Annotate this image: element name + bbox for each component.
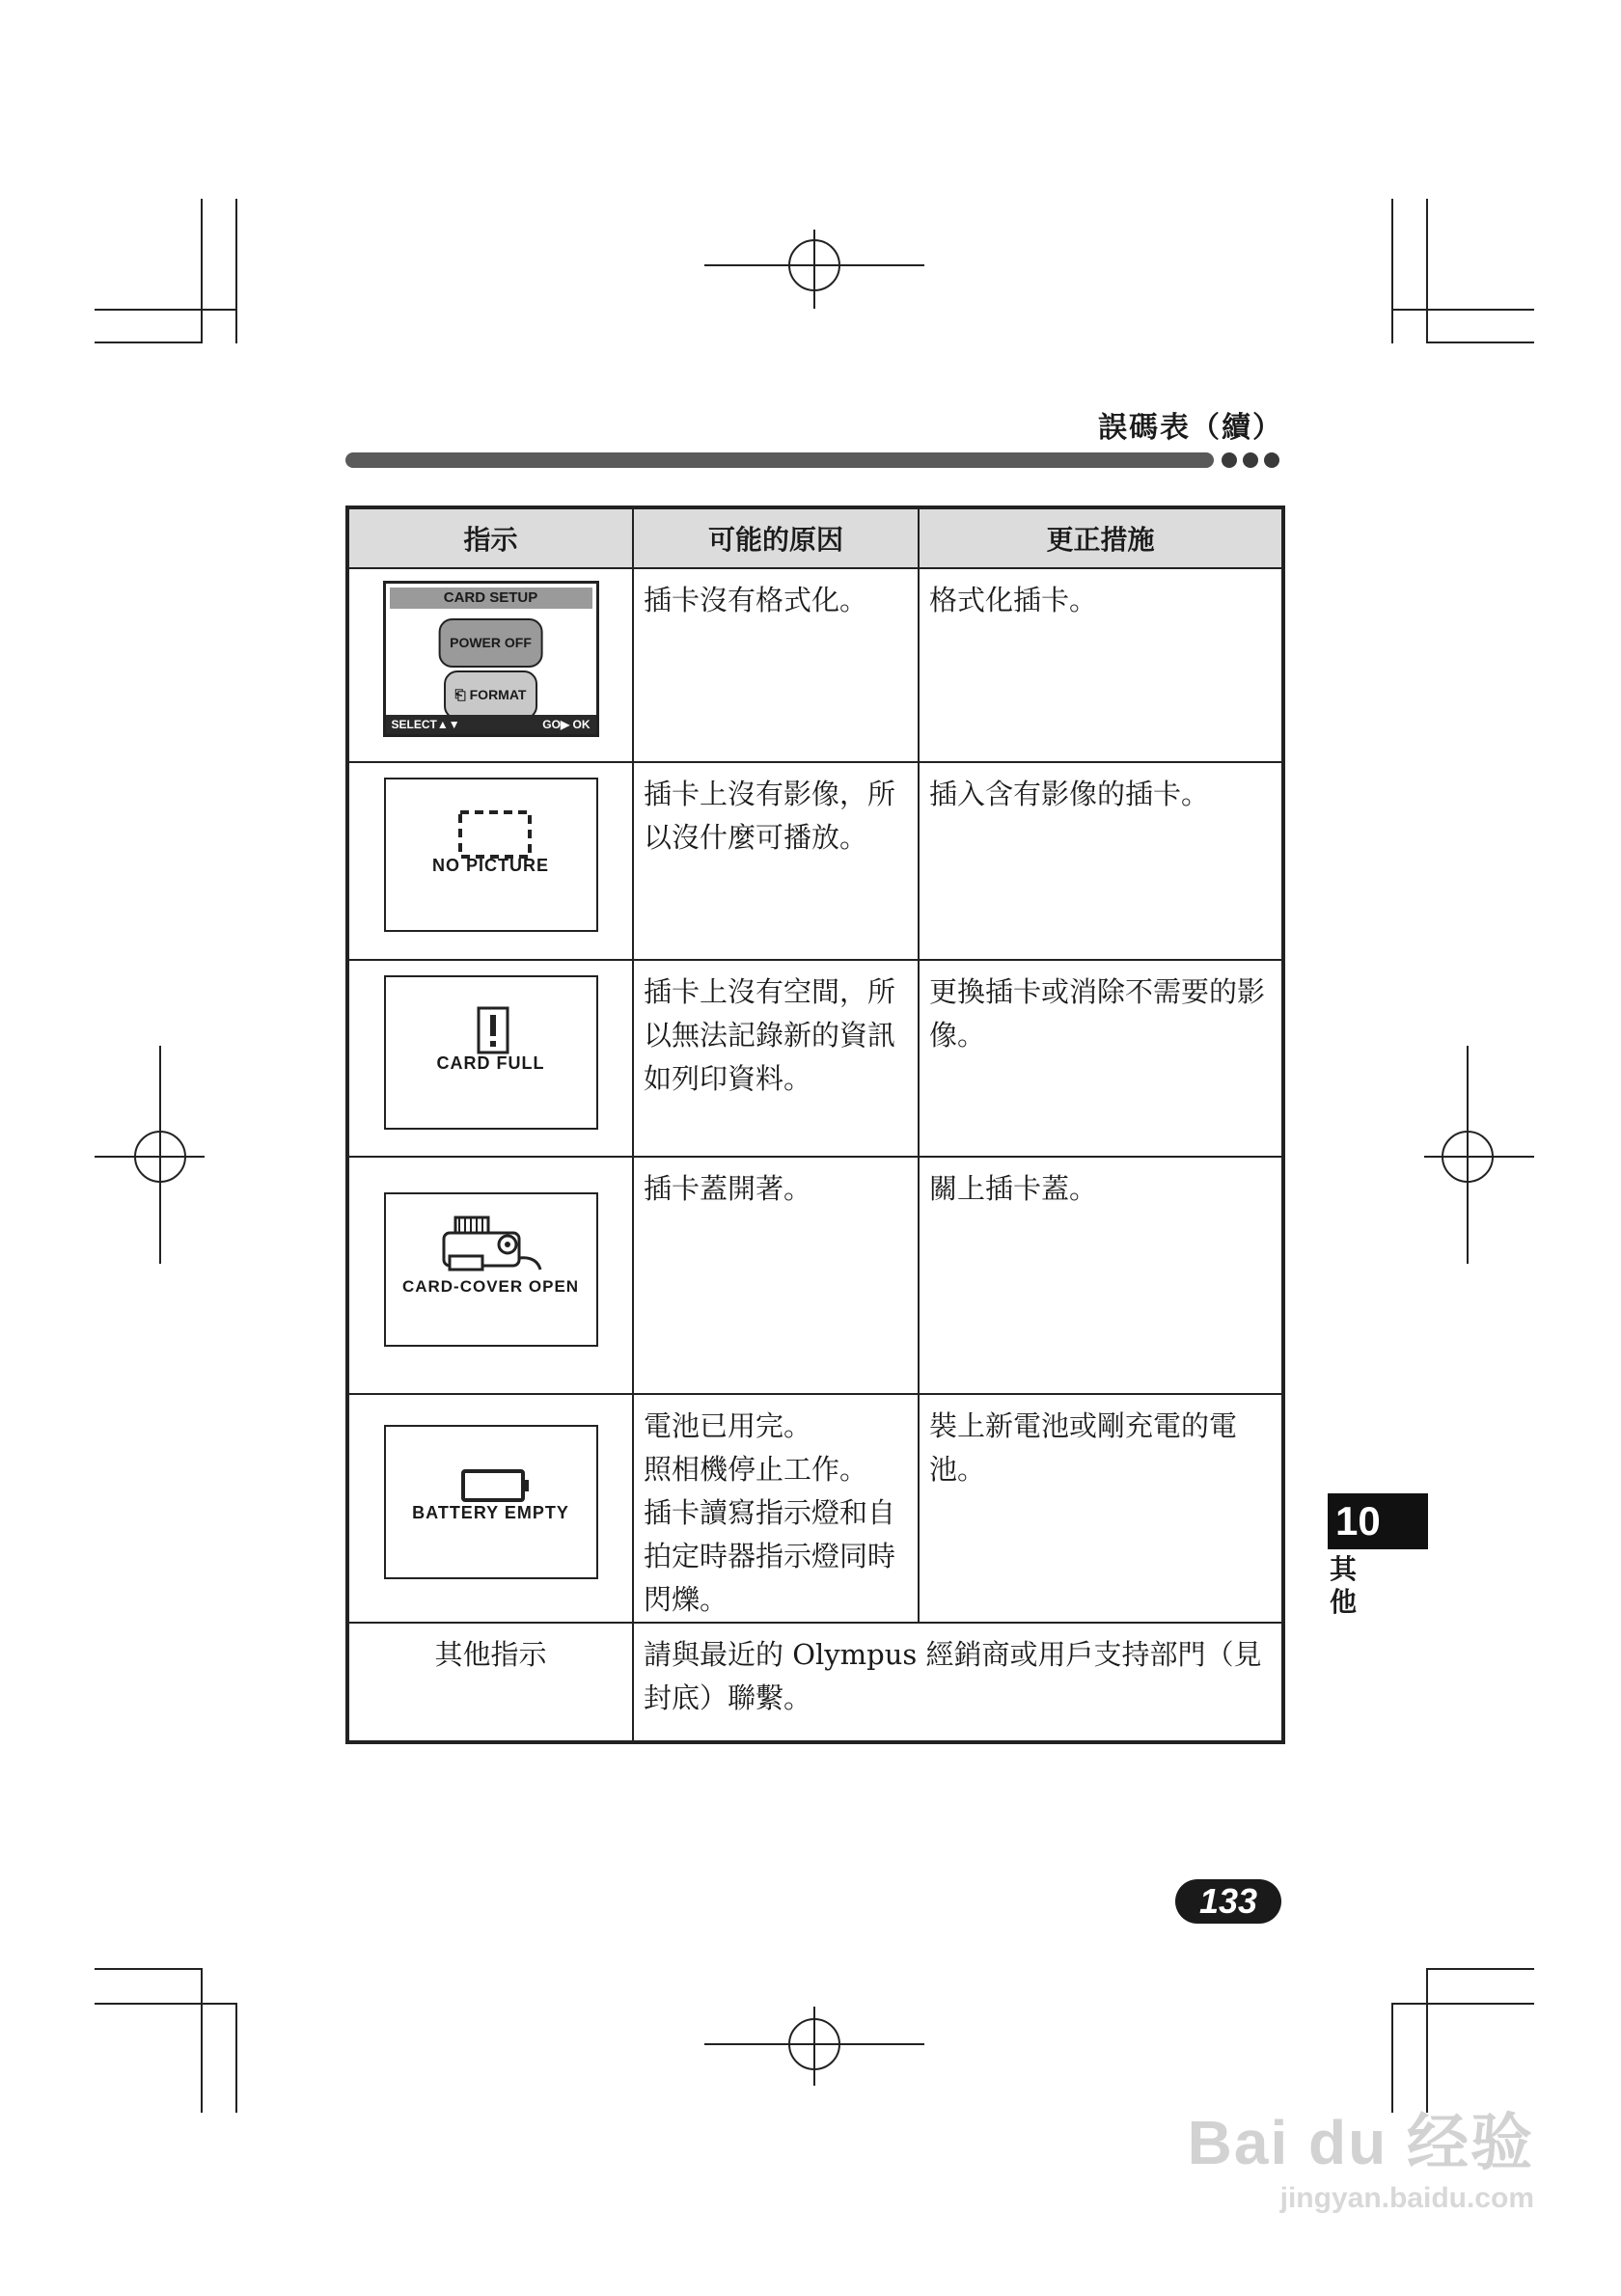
go-label: GO	[542, 718, 561, 731]
chapter-label: 其他	[1330, 1553, 1358, 1618]
column-header-indicator: 指示	[347, 507, 633, 568]
card-cover-open-screen	[384, 1192, 598, 1347]
action-cell: 格式化插卡。	[919, 568, 1283, 762]
crop-mark	[235, 2003, 237, 2113]
go-hint: GO▶ OK	[542, 718, 591, 731]
action-cell: 關上插卡蓋。	[919, 1157, 1283, 1394]
crop-mark	[1426, 1968, 1534, 1970]
indicator-cell	[347, 1157, 633, 1394]
power-off-option: POWER OFF	[438, 618, 543, 668]
table-row	[347, 1157, 1283, 1394]
other-action-cell: 請與最近的 Olympus 經銷商或用戶支持部門（見封底）聯繫。	[633, 1623, 1283, 1742]
indicator-label: NO PICTURE	[431, 856, 549, 875]
crop-mark	[1391, 309, 1534, 311]
format-option: ⎗ FORMAT	[444, 670, 538, 720]
table-row	[347, 568, 1283, 762]
indicator-cell	[347, 762, 633, 960]
other-indicator-cell: 其他指示	[347, 1623, 633, 1742]
crop-mark	[235, 199, 237, 343]
cause-cell: 插卡上沒有空間，所以無法記錄新的資訊如列印資料。	[633, 960, 919, 1157]
indicator-label: CARD FULL	[436, 1052, 545, 1073]
crop-mark	[95, 342, 203, 343]
card-full-screen	[384, 975, 598, 1130]
header-rule	[345, 452, 1214, 468]
registration-mark	[1442, 1131, 1494, 1183]
registration-mark	[788, 2018, 840, 2070]
crop-mark	[95, 309, 237, 311]
table-row	[347, 1394, 1283, 1623]
indicator-label: BATTERY EMPTY	[412, 1503, 569, 1522]
no-picture-screen	[384, 778, 598, 932]
crop-mark	[201, 199, 203, 343]
table-row	[347, 1623, 1283, 1742]
crop-mark	[1426, 1968, 1428, 2113]
watermark-site: jingyan.baidu.com	[1279, 2182, 1534, 2214]
screen-footer	[386, 715, 596, 734]
cause-cell: 插卡上沒有影像，所以沒什麼可播放。	[633, 762, 919, 960]
select-label: SELECT	[391, 718, 437, 731]
crop-mark	[201, 1968, 203, 2113]
crop-mark	[1391, 199, 1393, 343]
table-row	[347, 762, 1283, 960]
indicator-cell	[347, 568, 633, 762]
chapter-tab: 10	[1328, 1493, 1428, 1549]
table-header-row	[347, 507, 1283, 568]
action-cell: 更換插卡或消除不需要的影像。	[919, 960, 1283, 1157]
section-title: 誤碼表（續）	[1098, 411, 1283, 445]
cause-line: 電池已用完。	[644, 1409, 812, 1442]
select-hint: SELECT▲▼	[391, 718, 460, 731]
cause-cell	[633, 1394, 919, 1623]
cause-cell: 插卡沒有格式化。	[633, 568, 919, 762]
action-cell: 裝上新電池或剛充電的電池。	[919, 1394, 1283, 1623]
watermark	[1188, 2093, 1534, 2215]
page-number: 133	[1175, 1879, 1281, 1924]
cause-cell: 插卡蓋開著。	[633, 1157, 919, 1394]
registration-mark	[134, 1131, 186, 1183]
crop-mark	[95, 1968, 203, 1970]
indicator-label: CARD-COVER OPEN	[401, 1276, 580, 1296]
crop-mark	[1391, 2003, 1534, 2005]
screen-title: CARD SETUP	[390, 588, 592, 609]
cause-line: 照相機停止工作。	[644, 1453, 868, 1486]
action-cell: 插入含有影像的插卡。	[919, 762, 1283, 960]
indicator-cell	[347, 1394, 633, 1623]
column-header-cause: 可能的原因	[633, 507, 919, 568]
cause-line: 插卡讀寫指示燈和自拍定時器指示燈同時閃爍。	[644, 1496, 896, 1616]
crop-mark	[95, 2003, 237, 2005]
table-row	[347, 960, 1283, 1157]
watermark-brand: Bai du 经验	[1187, 2108, 1534, 2177]
header-dot	[1264, 452, 1279, 468]
header-dot	[1243, 452, 1258, 468]
format-option-label: FORMAT	[469, 687, 527, 702]
registration-mark	[788, 239, 840, 291]
error-code-table	[345, 506, 1285, 1744]
header-dot	[1222, 452, 1237, 468]
card-setup-screen-icon	[383, 581, 599, 737]
column-header-action: 更正措施	[919, 507, 1283, 568]
crop-mark	[1426, 199, 1428, 343]
battery-empty-screen	[384, 1425, 598, 1579]
crop-mark	[1426, 342, 1534, 343]
indicator-cell	[347, 960, 633, 1157]
